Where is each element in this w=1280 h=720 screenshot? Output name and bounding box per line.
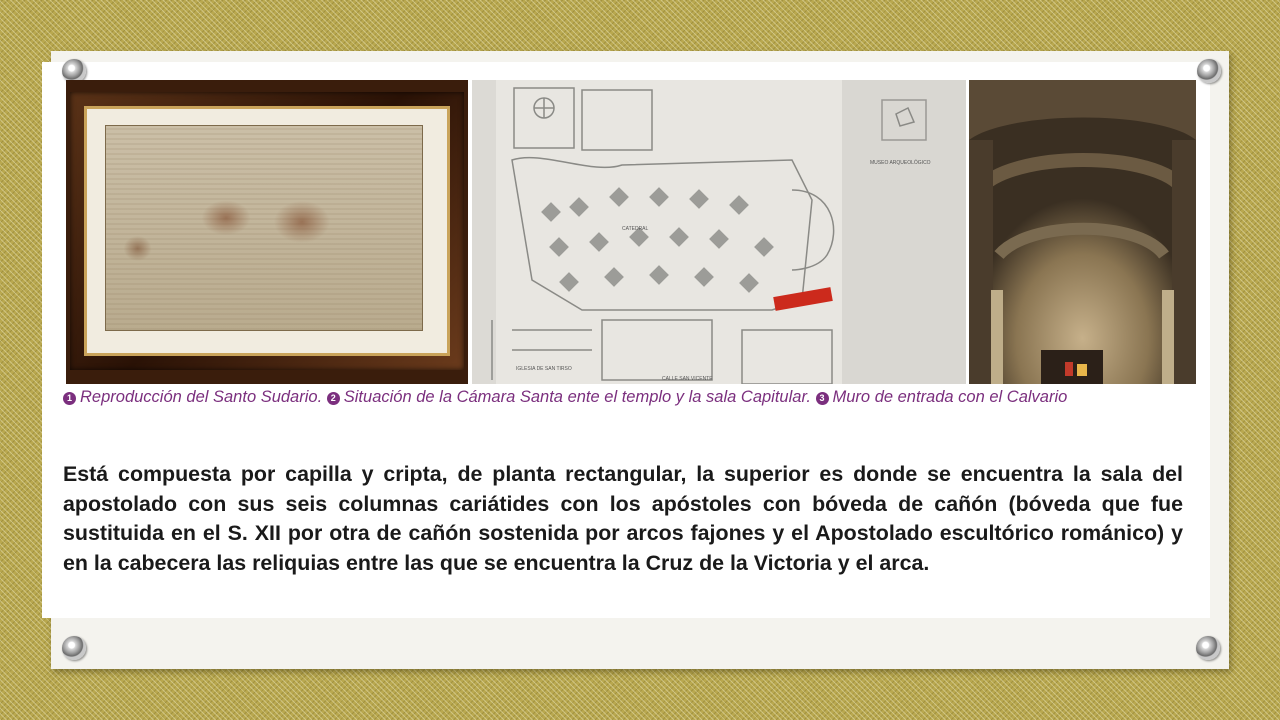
camara-santa-plan-image: [472, 80, 966, 384]
caption-3-text: Muro de entrada con el Calvario: [832, 388, 1068, 406]
pin-bottom-left-icon: [62, 636, 86, 660]
caption-number-2-icon: 2: [327, 392, 340, 405]
body-paragraph: Está compuesta por capilla y cripta, de planta rectangular, la superior es donde se encuentra la sala del apostolado con sus seis columnas cariátides con los apóstoles con bóveda de cañón (bóveda que fue sustituida en el S. XII por otra de cañón sostenida por arcos fajones y el Apostolado escultórico románico) y en la cabecera las reliquias entre las que se encuentra la Cruz de la Victoria y el arca.: [63, 462, 1183, 575]
photo-caption: [63, 386, 1195, 408]
santo-sudario-photo: [66, 80, 468, 384]
caption-number-3-icon: 3: [816, 392, 829, 405]
svg-text:CATEDRAL: CATEDRAL: [622, 226, 649, 232]
photo-strip: [66, 80, 1196, 384]
pin-bottom-right-icon: [1196, 636, 1220, 660]
svg-text:IGLESIA DE SAN TIRSO: IGLESIA DE SAN TIRSO: [516, 366, 572, 372]
caption-number-1-icon: 1: [63, 392, 76, 405]
svg-text:MUSEO ARQUEOLÓGICO: MUSEO ARQUEOLÓGICO: [870, 160, 931, 166]
pin-top-right-icon: [1197, 59, 1221, 83]
caption-2-text: Situación de la Cámara Santa ente el templo y la sala Capitular.: [343, 388, 811, 406]
muro-entrada-photo: [969, 80, 1196, 384]
svg-text:CALLE SAN VICENTE: CALLE SAN VICENTE: [662, 376, 713, 382]
caption-1-text: Reproducción del Santo Sudario.: [80, 388, 323, 406]
